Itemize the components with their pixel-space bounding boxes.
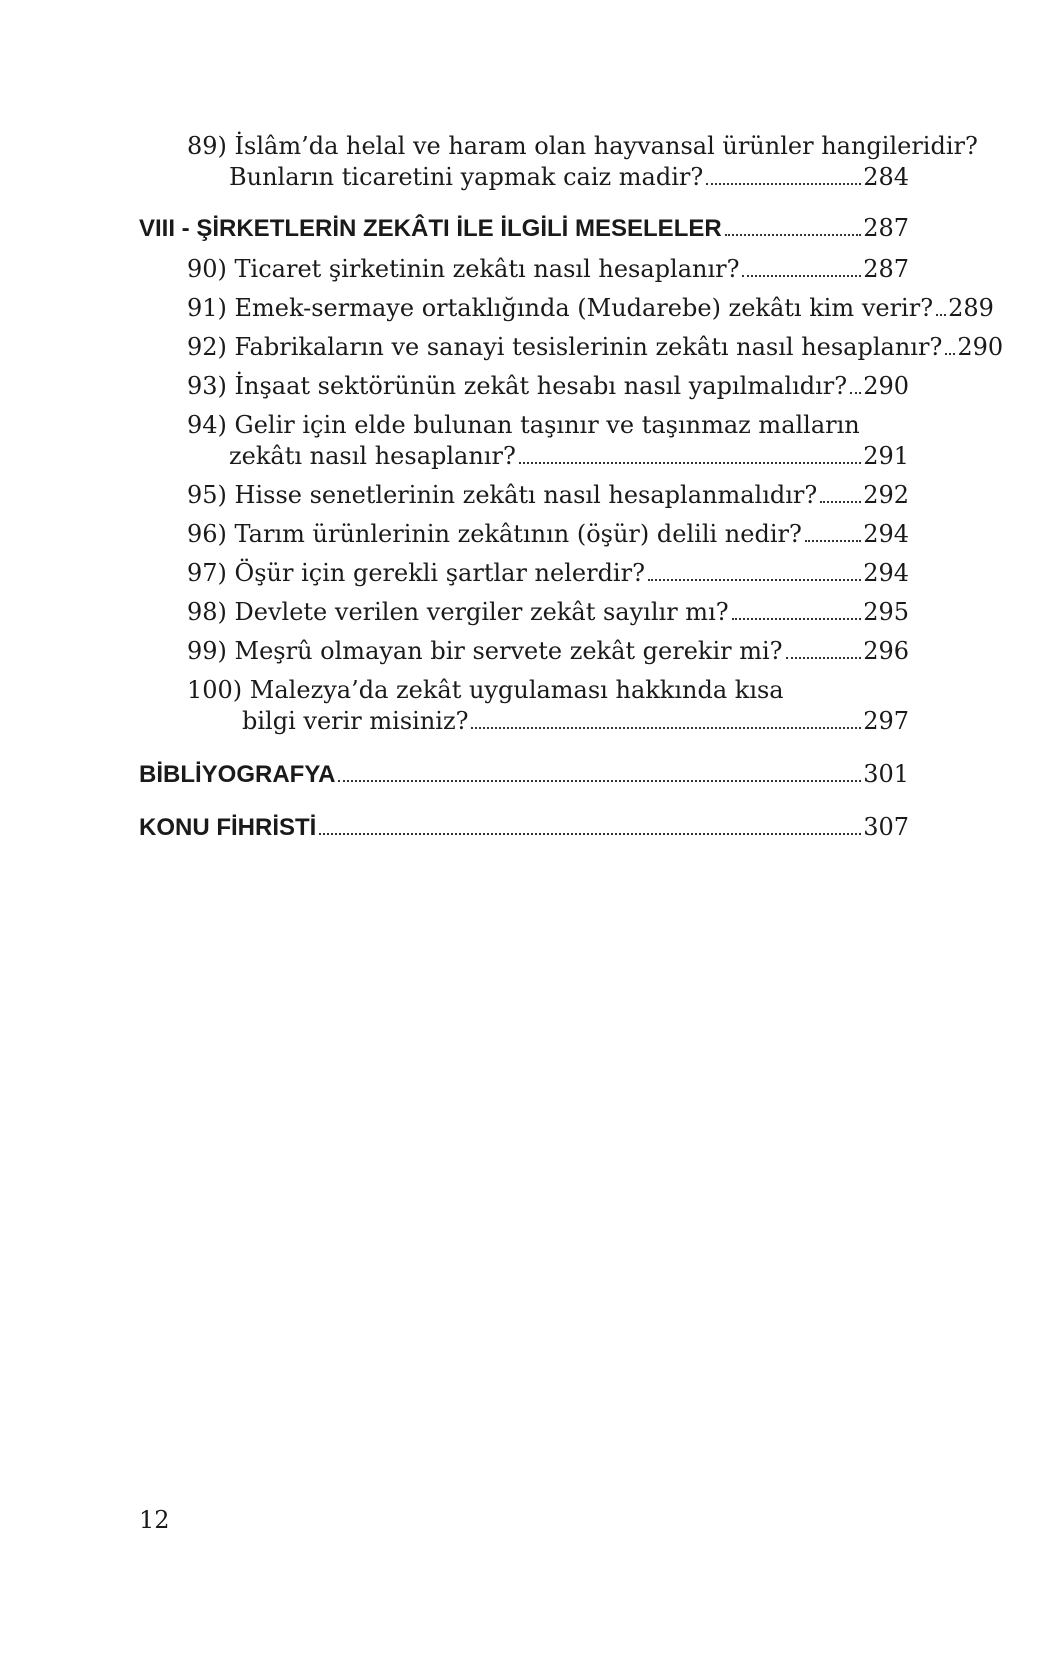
toc-entry-title: 97) Öşür için gerekli şartlar nelerdir?: [187, 559, 645, 587]
toc-entry-first-line: 89) İslâm’da helal ve haram olan hayvansal ürünler hangileridir?: [187, 132, 978, 160]
toc-entry-page: 294: [863, 559, 909, 587]
dot-leader: [519, 462, 861, 464]
dot-leader: [786, 657, 862, 659]
toc-entry-page: 287: [863, 214, 909, 242]
dot-leader: [706, 183, 861, 185]
toc-entry-page: 287: [863, 255, 909, 283]
toc-entry-92: [139, 332, 1004, 363]
toc-entry-page: 297: [863, 707, 909, 735]
toc-entry-90: [139, 254, 909, 285]
toc-entry-first-line: 94) Gelir için elde bulunan taşınır ve taşınmaz malların: [187, 411, 860, 439]
toc-entry-page: 291: [863, 442, 909, 470]
toc-entry-page: 294: [863, 520, 909, 548]
dot-leader: [936, 314, 946, 316]
toc-entry-title: 95) Hisse senetlerinin zekâtı nasıl hesaplanmalıdır?: [187, 481, 818, 509]
dot-leader: [725, 234, 861, 236]
toc-entry-98: [139, 597, 909, 628]
dot-leader: [648, 579, 861, 581]
toc-entry-title: 98) Devlete verilen vergiler zekât sayılır mı?: [187, 598, 729, 626]
toc-entry-title: Bunların ticaretini yapmak caiz madir?: [229, 163, 704, 191]
toc-entry-95: [139, 480, 909, 511]
toc-section-title: BİBLİYOGRAFYA: [139, 761, 336, 788]
toc-entry-first-line: 100) Malezya’da zekât uygulaması hakkında kısa: [187, 676, 784, 704]
toc-entry-page: 290: [863, 372, 909, 400]
dot-leader: [742, 275, 861, 277]
toc-entry-100: [139, 675, 909, 737]
toc-entry-page: 301: [863, 760, 909, 788]
toc-entry-title: bilgi verir misiniz?: [242, 707, 469, 735]
toc-entry-97: [139, 558, 909, 589]
toc-entry-title: 90) Ticaret şirketinin zekâtı nasıl hesaplanır?: [187, 255, 740, 283]
table-of-contents: [139, 131, 1004, 865]
dot-leader: [319, 833, 861, 835]
toc-section-title: KONU FİHRİSTİ: [139, 814, 317, 841]
dot-leader: [820, 501, 861, 503]
dot-leader: [338, 780, 861, 782]
dot-leader: [732, 618, 862, 620]
toc-section-bibliography: [139, 759, 909, 790]
toc-section-index: [139, 812, 909, 843]
toc-entry-page: 292: [863, 481, 909, 509]
toc-entry-title: 91) Emek-sermaye ortaklığında (Mudarebe) zekâtı kim verir?: [187, 294, 934, 322]
dot-leader: [471, 727, 861, 729]
toc-entry-91: [139, 293, 994, 324]
toc-entry-title: 99) Meşrû olmayan bir servete zekât gerekir mi?: [187, 637, 783, 665]
toc-entry-title: 96) Tarım ürünlerinin zekâtının (öşür) delili nedir?: [187, 520, 802, 548]
toc-entry-page: 284: [863, 163, 909, 191]
toc-entry-title: zekâtı nasıl hesaplanır?: [229, 442, 516, 470]
toc-entry-89: [139, 131, 978, 193]
dot-leader: [850, 392, 861, 394]
toc-entry-96: [139, 519, 909, 550]
dot-leader: [945, 353, 955, 355]
toc-entry-93: [139, 371, 909, 402]
toc-section-title: VIII - ŞİRKETLERİN ZEKÂTI İLE İLGİLİ MESELELER: [139, 215, 722, 242]
toc-entry-94: [139, 410, 909, 472]
toc-entry-page: 296: [863, 637, 909, 665]
toc-entry-99: [139, 636, 909, 667]
toc-entry-page: 290: [957, 333, 1004, 361]
toc-entry-title: 93) İnşaat sektörünün zekât hesabı nasıl yapılmalıdır?: [187, 372, 848, 400]
toc-section-viii: [139, 213, 909, 244]
toc-entry-page: 289: [948, 294, 994, 322]
toc-entry-title: 92) Fabrikaların ve sanayi tesislerinin zekâtı nasıl hesaplanır?: [187, 333, 943, 361]
toc-entry-page: 295: [863, 598, 909, 626]
dot-leader: [805, 540, 861, 542]
page-number: 12: [139, 1506, 170, 1534]
toc-entry-page: 307: [863, 813, 909, 841]
